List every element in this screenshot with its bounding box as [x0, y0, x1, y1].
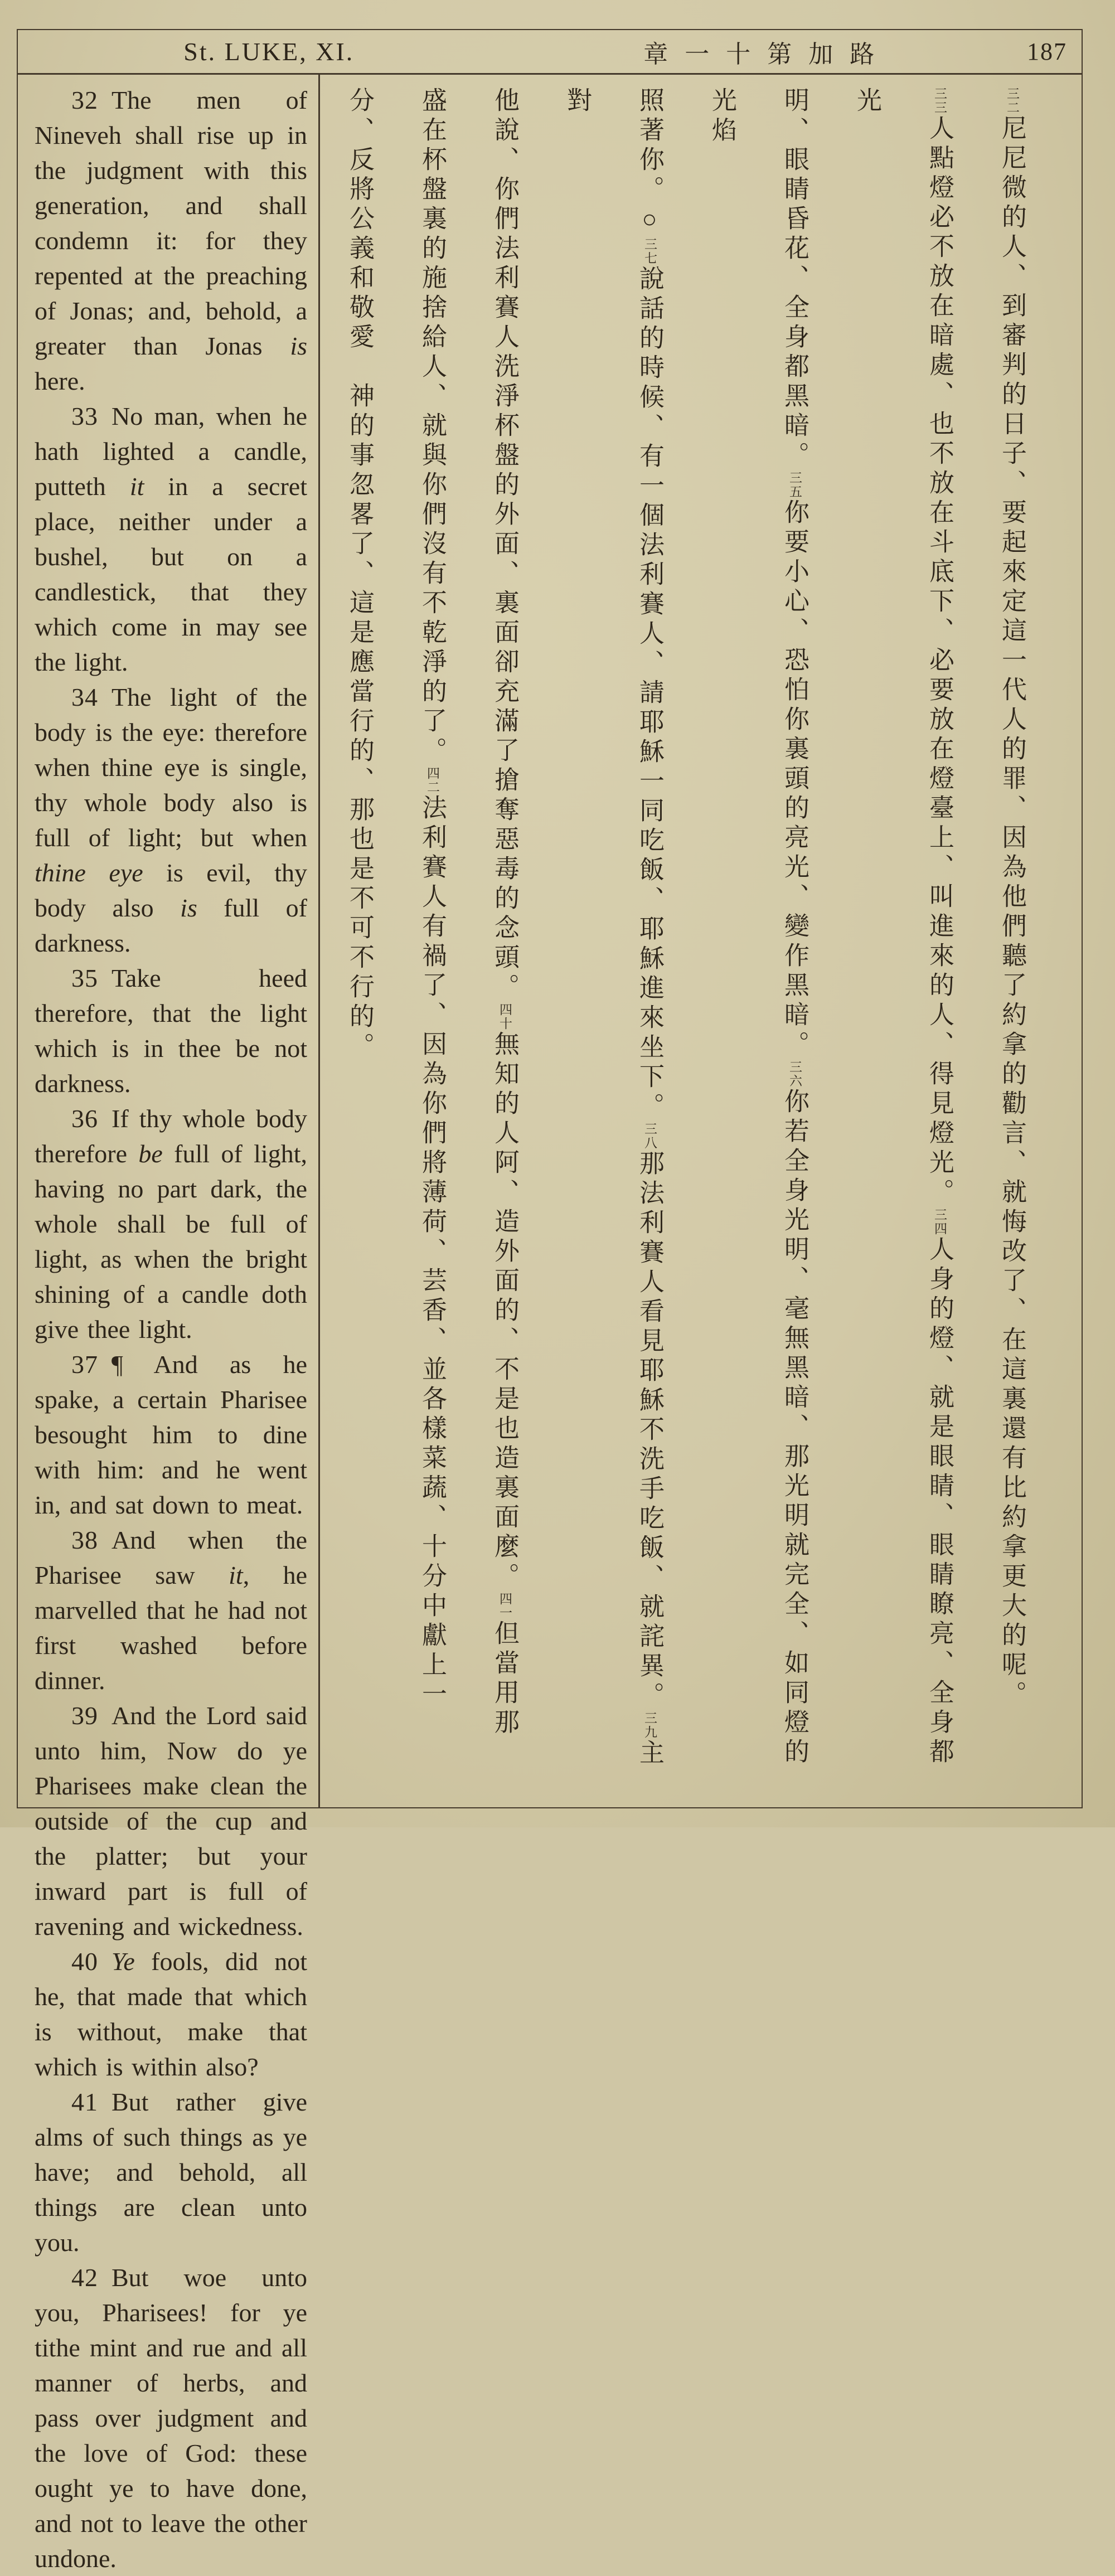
chinese-text-run: 無知的人阿、造外面的、不是也造裏面麼。 — [491, 1031, 518, 1592]
verse-text: in a secret place, neither under a bushel, but on a candlestick, that they which come in may see the light. — [35, 472, 307, 676]
chinese-column-6 — [396, 87, 468, 1796]
verse-number-note: 四一 — [498, 1592, 512, 1620]
verse-text: here. — [35, 367, 85, 395]
verse-number: 32 — [71, 86, 112, 114]
verse-number-note: 三四 — [933, 1208, 947, 1236]
verse-text-italic: it — [229, 1561, 243, 1589]
verse-text: is evil, thy body also — [35, 858, 307, 922]
verse-number: 33 — [71, 402, 112, 430]
verse-number: 41 — [71, 2088, 112, 2116]
verse-40 — [35, 1944, 307, 2084]
chinese-column-3 — [686, 87, 831, 1796]
verse-text-italic: is — [180, 894, 197, 922]
chinese-text-run: 照著你。○ — [636, 87, 663, 237]
verse-text: , he marvelled that he had not first washed before dinner. — [35, 1561, 308, 1695]
verse-text-italic: is — [290, 332, 307, 360]
chinese-text-run: 人點燈必不放在暗處、也不放在斗底下、必要放在燈臺上、叫進來的人、得見燈光。 — [925, 115, 953, 1208]
verse-text-italic: be — [138, 1139, 163, 1168]
verse-number: 38 — [71, 1526, 112, 1554]
chinese-text-run: 但當用那 — [491, 1620, 518, 1738]
verse-text: The men of Nineveh shall rise up in the judgment with this generation, and shall condemn it: for they repented at the preaching of Jonas; and, behold, a greater than Jonas — [35, 86, 307, 360]
verse-text: The light of the body is the eye: therefore when thine eye is single, thy whole body also is full of light; but when — [35, 683, 307, 852]
verse-number: 39 — [71, 1701, 112, 1730]
verse-37 — [35, 1347, 307, 1522]
verse-text-italic: thine eye — [35, 858, 143, 887]
verse-text: If thy whole body therefore — [35, 1104, 307, 1168]
header-right-section — [520, 34, 1082, 70]
chinese-column-4 — [541, 87, 686, 1796]
verse-32 — [35, 83, 307, 399]
chinese-text-run: 分、反將公義和敬愛 神的事忽畧了、這是應當行的、那也是不可不行的。 — [346, 87, 374, 1062]
verse-text: And when the Pharisee saw — [35, 1526, 307, 1589]
chinese-text-run: 那法利賽人看見耶穌不洗手吃飯、就詫異。 — [636, 1150, 663, 1711]
verse-number-note: 四二 — [425, 767, 439, 794]
chinese-column-5 — [468, 87, 541, 1796]
verse-text: No man, when he hath lighted a candle, putteth — [35, 402, 307, 501]
chinese-text-run: 說話的時候、有一個法利賽人、請耶穌一同吃飯、耶穌進來坐下。 — [636, 265, 663, 1122]
verse-text-italic: it — [129, 472, 144, 501]
verse-number-note: 三五 — [788, 471, 802, 499]
chinese-column-2 — [831, 87, 976, 1796]
verse-number: 34 — [71, 683, 112, 711]
chinese-text-run: 你要小心、恐怕你裏頭的亮光、變作黑暗。 — [780, 499, 808, 1060]
chinese-text-run: 尼尼微的人、到審判的日子、要起來定這一代人的罪、因為他們聽了約拿的勸言、就悔改了、在這裏還有比約拿更大的呢。 — [998, 115, 1026, 1710]
verse-number: 35 — [71, 964, 112, 992]
chinese-column-1 — [976, 87, 1048, 1796]
english-text-column — [18, 75, 318, 2573]
verse-number: 36 — [71, 1104, 112, 1133]
chinese-column-7 — [323, 87, 396, 1796]
verse-text: And the Lord said unto him, Now do ye Pharisees make clean the outside of the cup and the platter; but your inward part is full of ravening and wickedness. — [35, 1701, 307, 1941]
verse-text: Take heed therefore, that the light which is in thee be not darkness. — [35, 964, 307, 1098]
verse-number-note: 三六 — [788, 1060, 802, 1088]
verse-text: But woe unto you, Pharisees! for ye tithe mint and rue and all manner of herbs, and pass over judgment and the love of God: these ought ye to have done, and not to leave the other undone. — [35, 2263, 307, 2573]
page-header — [18, 30, 1082, 75]
verse-39 — [35, 1698, 307, 1944]
verse-text-italic: Ye — [112, 1947, 135, 1976]
verse-42 — [35, 2260, 307, 2576]
verse-number: 42 — [71, 2263, 112, 2292]
verse-number-note: 三二 — [1005, 87, 1019, 115]
chinese-text-run: 盛在杯盤裏的施捨給人、就與你們沒有不乾淨的了。 — [418, 87, 446, 767]
verse-35 — [35, 960, 307, 1101]
verse-number-note: 四十 — [498, 1003, 512, 1031]
chinese-text-column — [320, 75, 1082, 1807]
chinese-text-run: 主對 — [563, 87, 663, 1769]
chinese-text-run: 你若全身光明、毫無黑暗、那光明就完全、如同燈的光焰 — [708, 87, 808, 1768]
verse-number-note: 三九 — [643, 1711, 657, 1739]
running-title-english: St. LUKE, XI. — [183, 37, 355, 66]
verse-34 — [35, 680, 307, 960]
verse-text: ¶ And as he spake, a certain Pharisee besought him to dine with him: and he went in, and sat down to meat. — [35, 1350, 307, 1519]
verse-number-note: 三七 — [643, 237, 657, 265]
running-title-chinese: 章一十第加路 — [643, 40, 891, 68]
verse-36 — [35, 1101, 307, 1347]
chinese-text-run: 法利賽人有禍了、因為你們將薄荷、芸香、並各樣菜蔬、十分中獻上一 — [418, 794, 446, 1710]
verse-number-note: 三八 — [643, 1122, 657, 1150]
verse-text: But rather give alms of such things as ye have; and behold, all things are clean unto you. — [35, 2088, 307, 2257]
chinese-text-run: 明、眼睛昏花、全身都黑暗。 — [780, 87, 808, 471]
chinese-text-run: 人身的燈、就是眼睛、眼睛瞭亮、全身都光 — [853, 87, 953, 1768]
verse-number: 40 — [71, 1947, 112, 1976]
page-content — [18, 75, 1082, 2573]
verse-41 — [35, 2084, 307, 2260]
page-number: 187 — [1027, 38, 1067, 65]
verse-number-note: 三三 — [933, 87, 947, 115]
page-frame — [17, 29, 1083, 2573]
verse-33 — [35, 399, 307, 680]
chinese-text-run: 他說、你們法利賽人洗淨杯盤的外面、裏面卻充滿了搶奪惡毒的念頭。 — [491, 87, 518, 1003]
verse-text: full of light, having no part dark, the whole shall be full of light, as when the bright shining of a candle doth give thee light. — [35, 1139, 307, 1343]
verse-text: fools, did not he, that made that which is without, make that which is within also? — [35, 1947, 307, 2081]
verse-38 — [35, 1522, 307, 1698]
verse-text: full of darkness. — [35, 894, 307, 957]
verse-number: 37 — [71, 1350, 112, 1379]
